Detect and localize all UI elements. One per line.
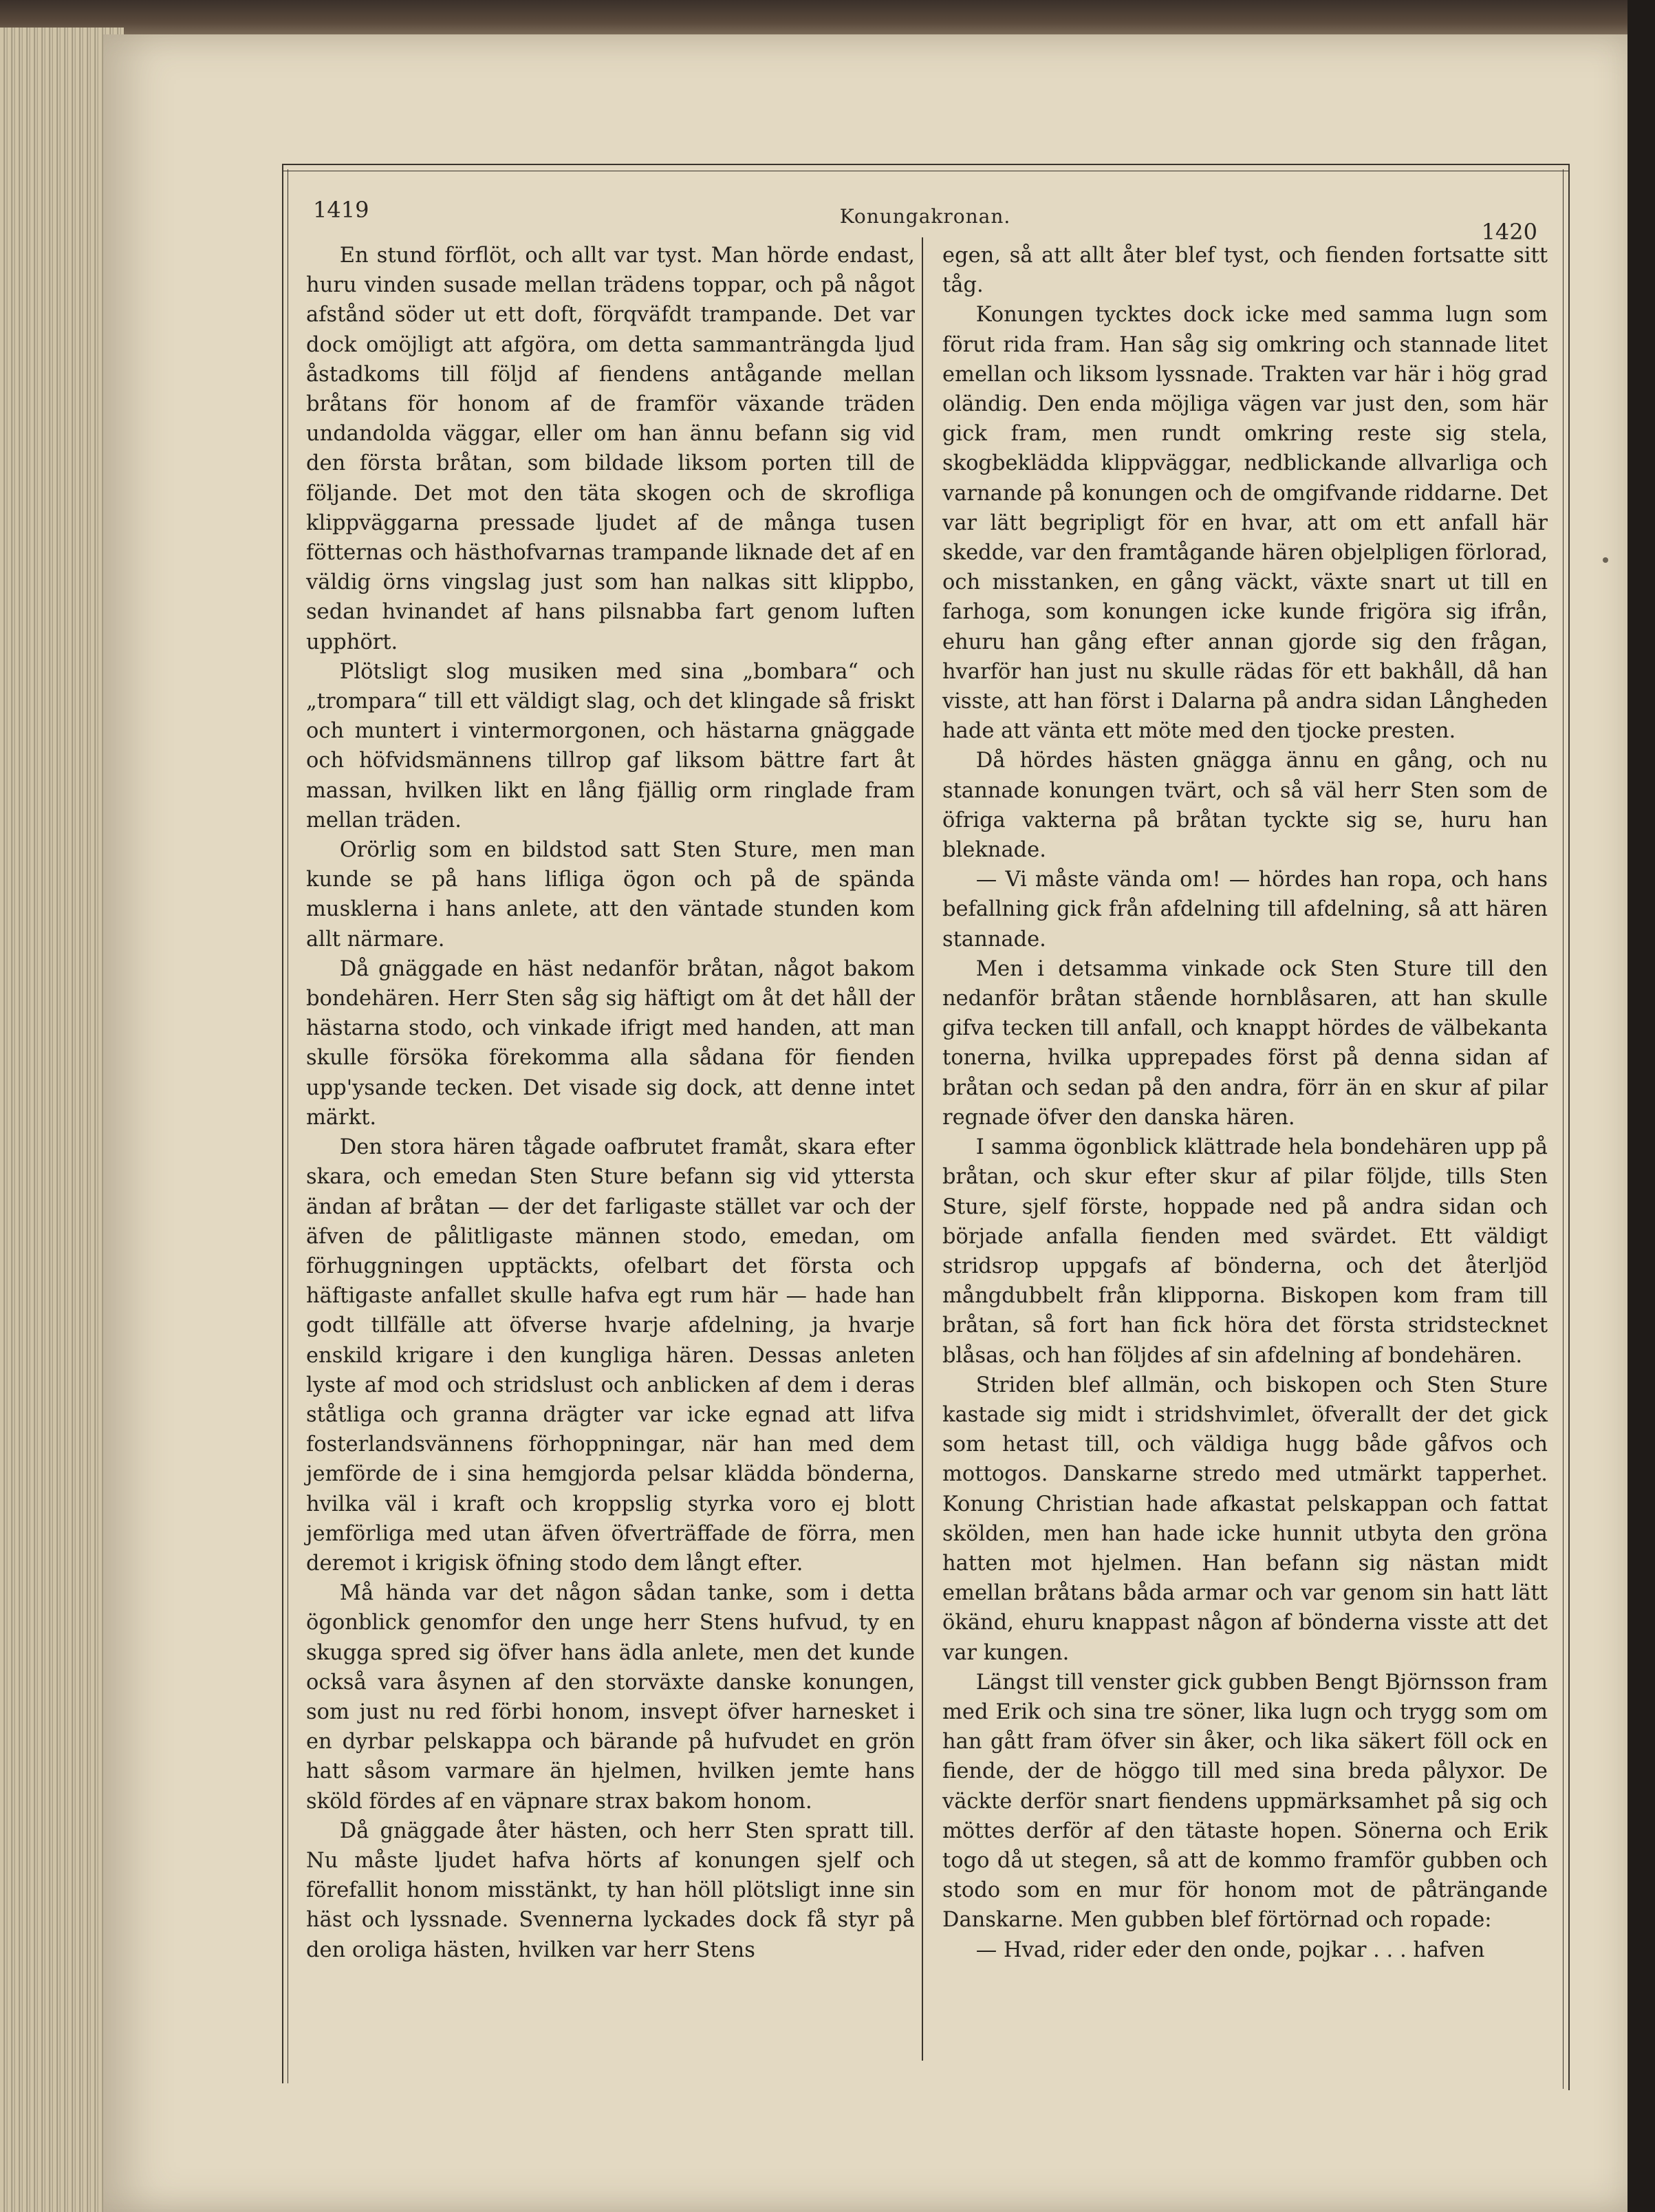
paragraph: egen, så att allt åter blef tyst, och fienden fortsatte sitt tåg. (942, 244, 1548, 298)
right-column (942, 241, 1548, 1965)
frame-left-rule (282, 164, 283, 2083)
paragraph: — Vi måste vända om! — hördes han ropa, och hans befallning gick från afdelning till afdelning, så att hären stannade. (942, 868, 1548, 952)
paragraph: I samma ögonblick klättrade hela bondehären upp på bråtan, och skur efter skur af pilar följde, tills Sten Sture, sjelf förste, hoppade ned på andra sidan och började anfalla fienden med svärdet. Ett väldigt stridsrop uppgafs af bönderna, och det återljöd mångdubbelt från klipporna. Biskopen kom fram till bråtan, så fort han fick höra det första stridstecknet blåsas, och han följdes af sin afdelning af bondehären. (942, 1135, 1548, 1368)
paragraph: Plötsligt slog musiken med sina „bombara“ och „trompara“ till ett väldigt slag, och det klingade så friskt och muntert i vintermorgonen, och hästarna gnäggade och höfvidsmännens tillrop gaf liksom bättre fart åt massan, hvilken likt en lång fjällig orm ringlade fram mellan träden. (306, 659, 915, 833)
page-number-right: 1420 (1481, 219, 1537, 245)
paragraph: Den stora hären tågade oafbrutet framåt, skara efter skara, och emedan Sten Sture befann sig vid yttersta ändan af bråtan — der det farligaste stället var och der äfven de pålitligaste männen stodo, emedan, om förhuggningen upptäckts, ofelbart det första och häftigaste anfallet skulle hafva egt rum här — hade han godt tillfälle att öfverse hvarje afdelning, ja hvarje enskild krigare i den kungliga hären. Dessas anleten lyste af mod och stridslust och anblicken af dem i deras ståtliga och granna drägter var icke egnad att lifva fosterlandsvännens förhoppningar, när han med dem jemförde de i sina hemgjorda pelsar klädda bönderna, hvilka väl i kraft och kroppslig styrka voro ej blott jemförliga med utan äfven öfverträffade de förra, men deremot i krigisk öfning stodo dem långt efter. (306, 1135, 915, 1576)
paragraph: En stund förflöt, och allt var tyst. Man hörde endast, huru vinden susade mellan trädens toppar, och på något afstånd söder ut ett doft, förqväfdt trampande. Det var dock omöjligt att afgöra, om detta sammanträngda ljud åstadkoms till följd af fiendens antågande mellan bråtans för honom af de framför växande träden undandolda väggar, eller om han ännu befann sig vid den första bråtan, som bildade liksom porten till de följande. Det mot den täta skogen och de skrofliga klippväggarna pressade ljudet af de många tusen fötternas och hästhofvarnas trampande liknade det af en väldig örns vingslag just som han nalkas sitt klippbo, sedan hvinandet af hans pilsnabba fart genom luften upphört. (306, 244, 915, 654)
paragraph: Då gnäggade en häst nedanför bråtan, något bakom bondehären. Herr Sten såg sig häftigt om åt det håll der hästarna stodo, och vinkade ifrigt med handen, att man skulle försöka förekomma alla sådana för fienden upp'ysande tecken. Det visade sig dock, att denne intet märkt. (306, 956, 915, 1130)
paragraph: Striden blef allmän, och biskopen och Sten Sture kastade sig midt i stridshvimlet, öfverallt der det gick som hetast till, och väldiga hugg både gåfvos och mottogos. Danskarne stredo med utmärkt tapperhet. Konung Christian hade afkastat pelskappan och fattat skölden, men han hade icke hunnit utbyta den gröna hatten mot hjelmen. Han befann sig nästan midt emellan bråtans båda armar och var genom sin hatt lätt ökänd, ehuru knappast någon af bönderna visste att det var kungen. (942, 1373, 1548, 1665)
paragraph: Orörlig som en bildstod satt Sten Sture, men man kunde se på hans lifliga ögon och på de spända musklerna i hans anlete, att den väntade stunden kom allt närmare. (306, 838, 915, 952)
paragraph: Men i detsamma vinkade ock Sten Sture till den nedanför bråtan stående hornblåsaren, att han skulle gifva tecken till anfall, och knappt hördes de välbekanta tonerna, hvilka upprepades först på denna sidan af bråtan och sedan på den andra, förr än en skur af pilar regnade öfver den danska hären. (942, 956, 1548, 1130)
frame-right-rule (1568, 164, 1570, 2090)
page-number-left: 1419 (313, 197, 369, 223)
frame-right-inner-rule (1563, 169, 1564, 2089)
paragraph: Må hända var det någon sådan tanke, som i detta ögonblick genomfor den unge herr Stens hufvud, ty en skugga spred sig öfver hans ädla anlete, men det kunde också vara åsynen af den storväxte danske konungen, som just nu red förbi honom, insvept öfver harnesket i en dyrbar pelskappa och bärande på hufvudet en grön hatt såsom varmare än hjelmen, hvilken jemte hans sköld fördes af en väpnare strax bakom honom. (306, 1581, 915, 1814)
paragraph: — Hvad, rider eder den onde, pojkar . . . hafven (975, 1937, 1485, 1962)
page-header (313, 191, 1537, 245)
margin-mark (1603, 557, 1608, 563)
paragraph: Längst till venster gick gubben Bengt Björnsson fram med Erik och sina tre söner, lika lugn och trygg som om han gått fram öfver sin åker, och lika säkert föll ock en fiende, der de höggo till med sina breda pålyxor. De väckte derför snart fiendens uppmärksamhet på sig och möttes derför af den tätaste hopen. Sönerna och Erik togo då ut stegen, så att de kommo framför gubben och stodo som en mur för honom mot de påträngande Danskarne. Men gubben blef förtörnad och ropade: (942, 1670, 1548, 1933)
left-column (306, 241, 915, 1965)
running-title: Konungakronan. (839, 205, 1011, 228)
paragraph: Då gnäggade åter hästen, och herr Sten spratt till. Nu måste ljudet hafva hörts af konungen sjelf och förefallit honom misstänkt, ty han höll plötsligt inne sin häst och lyssnade. Svennerna lyckades dock få styr på den oroliga hästen, hvilken var herr Stens (306, 1818, 915, 1962)
paragraph: Konungen tycktes dock icke med samma lugn som förut rida fram. Han såg sig omkring och stannade litet emellan och liksom lyssnade. Trakten var här i hög grad oländig. Den enda möjliga vägen var just den, som här gick fram, men rundt omkring reste sig stela, skogbeklädda klippväggar, nedblickande allvarliga och varnande på konungen och de omgifvande riddarne. Det var lätt begripligt för en hvar, att om ett anfall här skedde, var den framtågande hären objelpligen förlorad, och misstanken, en gång väckt, växte snart ut till en farhoga, som konungen icke kunde frigöra sig ifrån, ehuru han gång efter annan gjorde sig den frågan, hvarför han just nu skulle rädas för ett bakhåll, då han visste, att han först i Dalarna på andra sidan Långheden hade att vänta ett möte med den tjocke presten. (942, 303, 1548, 744)
paragraph: Då hördes hästen gnägga ännu en gång, och nu stannade konungen tvärt, och så väl herr Sten som de öfriga vakterna på bråtan tyckte sig se, huru han bleknade. (942, 749, 1548, 863)
column-divider (922, 237, 923, 2061)
right-margin-shadow (1627, 0, 1655, 2212)
